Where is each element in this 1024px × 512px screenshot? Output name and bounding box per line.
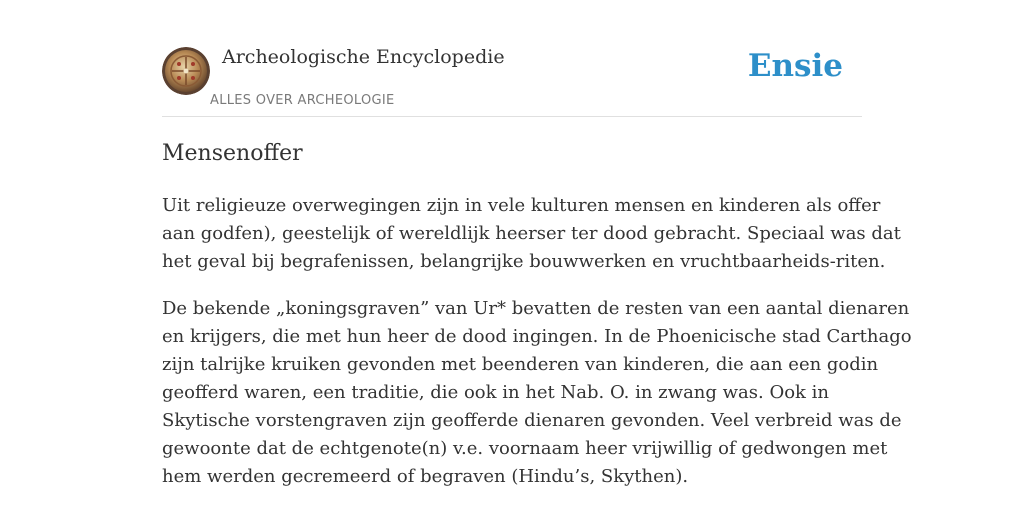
text-line: en krijgers, die met hun heer de dood ingingen. In de Phoenicische stad Carthago <box>162 326 912 347</box>
text-line: geofferd waren, een traditie, die ook in het Nab. O. in zwang was. Ook in <box>162 382 830 403</box>
article-paragraph <box>162 192 901 276</box>
text-line: Uit religieuze overwegingen zijn in vele kulturen mensen en kinderen als offer <box>162 195 881 216</box>
site-header <box>162 44 862 117</box>
brand-logo[interactable]: Ensie <box>747 48 843 84</box>
text-line: aan godfen), geestelijk of wereldlijk heerser ter dood gebracht. Speciaal was dat <box>162 223 901 244</box>
site-subtitle: ALLES OVER ARCHEOLOGIE <box>210 93 395 108</box>
text-line: gewoonte dat de echtgenote(n) v.e. voornaam heer vrijwillig of gedwongen met <box>162 438 888 459</box>
coin-icon[interactable] <box>162 47 210 95</box>
text-line: Skytische vorstengraven zijn geofferde dienaren gevonden. Veel verbreid was de <box>162 410 902 431</box>
text-line: hem werden gecremeerd of begraven (Hindu’s, Skythen). <box>162 466 689 487</box>
article-paragraph <box>162 295 912 491</box>
text-line: De bekende „koningsgraven” van Ur* bevatten de resten van een aantal dienaren <box>162 298 910 319</box>
text-line: zijn talrijke kruiken gevonden met beenderen van kinderen, die aan een godin <box>162 354 879 375</box>
site-title[interactable]: Archeologische Encyclopedie <box>222 46 505 68</box>
article-title: Mensenoffer <box>162 141 303 166</box>
text-line: het geval bij begrafenissen, belangrijke bouwwerken en vruchtbaarheids-riten. <box>162 251 886 272</box>
